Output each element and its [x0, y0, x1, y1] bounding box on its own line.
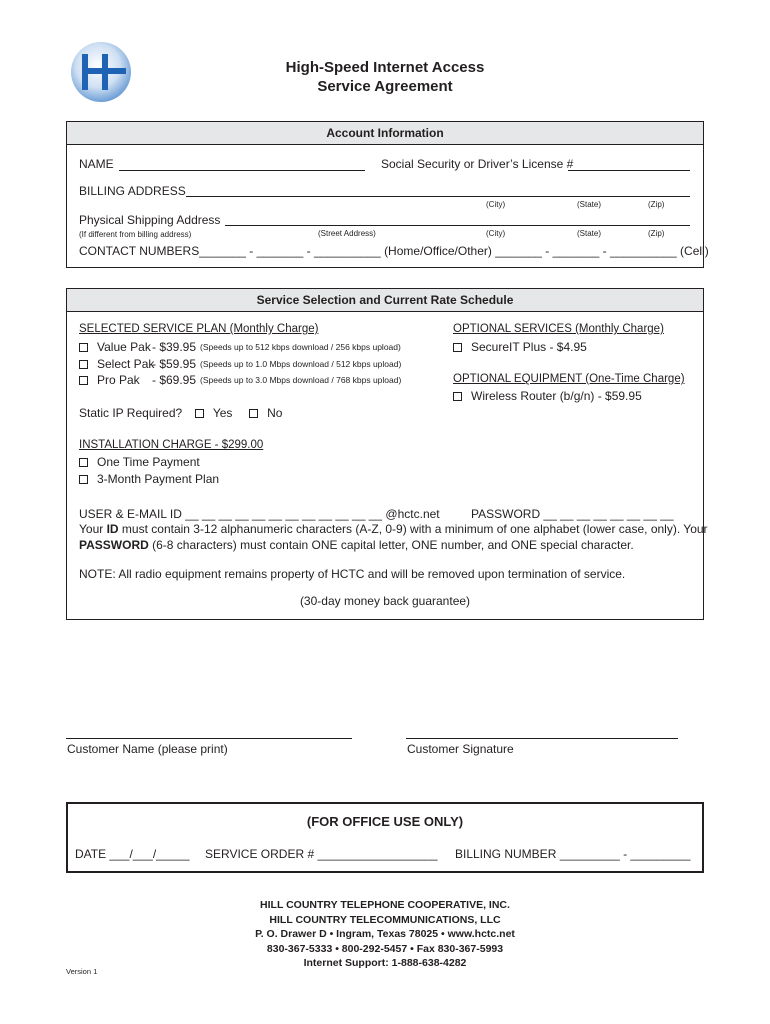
plan-name: Select Pak	[97, 357, 155, 371]
office-use-heading: (FOR OFFICE USE ONLY)	[306, 814, 464, 829]
checkbox-icon[interactable]	[79, 360, 88, 369]
plan-name: Pro Pak	[97, 373, 140, 387]
optional-equipment-heading: OPTIONAL EQUIPMENT (One-Time Charge)	[453, 373, 685, 385]
id-rule-id-word: ID	[106, 522, 119, 536]
billing-address-label: BILLING ADDRESS	[79, 184, 186, 198]
office-billing-number-field[interactable]: BILLING NUMBER _________ - _________	[455, 847, 691, 861]
customer-signature-line[interactable]	[406, 738, 678, 739]
plan-price: - $39.95	[152, 340, 197, 354]
company-footer	[0, 898, 770, 971]
id-rule-pre: Your	[79, 522, 107, 536]
office-use-section	[66, 802, 704, 873]
footer-line-5: Internet Support: 1-888-638-4282	[303, 957, 467, 969]
billing-city-hint: (City)	[486, 200, 506, 209]
shipping-address-label: Physical Shipping Address	[79, 213, 221, 227]
name-label: NAME	[79, 157, 114, 171]
plan-speed: (Speeds up to 512 kbps download / 256 kbps upload)	[200, 342, 401, 352]
checkbox-icon[interactable]	[79, 475, 88, 484]
customer-name-line[interactable]	[66, 738, 352, 739]
one-time-label: One Time Payment	[97, 455, 200, 469]
optional-services-heading: OPTIONAL SERVICES (Monthly Charge)	[453, 323, 664, 335]
shipping-address-field[interactable]	[225, 225, 690, 226]
static-ip-yes-checkbox[interactable]	[195, 409, 204, 418]
billing-address-field[interactable]	[186, 196, 690, 197]
footer-line-1: HILL COUNTRY TELEPHONE COOPERATIVE, INC.	[260, 899, 510, 911]
title-line-1: High-Speed Internet Access	[285, 59, 485, 76]
checkbox-icon[interactable]	[79, 458, 88, 467]
id-rule-password-word: PASSWORD	[79, 537, 149, 552]
equipment-note: NOTE: All radio equipment remains property of HCTC and will be removed upon termination of service.	[79, 567, 626, 581]
secureit-label: SecureIT Plus - $4.95	[471, 340, 587, 354]
plan-option-select-pak[interactable]	[79, 357, 154, 371]
shipping-city-hint: (City)	[486, 229, 506, 238]
router-option[interactable]	[453, 389, 642, 403]
ssn-field[interactable]	[568, 170, 690, 171]
selected-plan-heading: SELECTED SERVICE PLAN (Monthly Charge)	[79, 323, 319, 335]
shipping-note: (If different from billing address)	[79, 230, 192, 239]
router-label: Wireless Router (b/g/n) - $59.95	[471, 389, 642, 403]
static-ip-no-checkbox[interactable]	[249, 409, 258, 418]
static-ip-row	[79, 406, 282, 420]
footer-line-4: 830-367-5333 • 800-292-5457 • Fax 830-367-5993	[266, 942, 504, 955]
guarantee-text: (30-day money back guarantee)	[299, 594, 471, 608]
plan-speed: (Speeds up to 3.0 Mbps download / 768 kbps upload)	[200, 375, 402, 385]
static-ip-label: Static IP Required?	[79, 406, 183, 420]
secureit-option[interactable]	[453, 340, 587, 354]
three-month-label: 3-Month Payment Plan	[97, 472, 220, 486]
office-service-order-field[interactable]: SERVICE ORDER # __________________	[205, 847, 438, 861]
plan-name: Value Pak	[97, 340, 151, 354]
contact-numbers-field[interactable]: CONTACT NUMBERS_______ - _______ - __________ (Home/Office/Other) _______ - _______ - __________ (Cell)	[79, 244, 709, 258]
id-rule-post: (6-8 characters) must contain ONE capital letter, ONE number, and ONE special character.	[148, 537, 634, 552]
footer-line-3: P. O. Drawer D • Ingram, Texas 78025 • www.hctc.net	[255, 928, 515, 940]
shipping-zip-hint: (Zip)	[648, 229, 665, 238]
plan-option-pro-pak[interactable]	[79, 373, 140, 387]
shipping-state-hint: (State)	[577, 229, 602, 238]
checkbox-icon[interactable]	[453, 392, 462, 401]
service-selection-header: Service Selection and Current Rate Schedule	[67, 289, 703, 312]
password-field[interactable]: PASSWORD __ __ __ __ __ __ __ __	[471, 507, 674, 521]
checkbox-icon[interactable]	[453, 343, 462, 352]
customer-name-label: Customer Name (please print)	[67, 742, 228, 756]
static-ip-no-label: No	[267, 406, 283, 420]
id-rule-mid: must contain 3-12 alphanumeric characters (A-Z, 0-9) with a minimum of one alphabet (lower case, only). Your	[118, 522, 708, 536]
installation-one-time[interactable]	[79, 455, 200, 469]
shipping-street-hint: (Street Address)	[318, 229, 376, 238]
installation-three-month[interactable]	[79, 472, 219, 486]
customer-signature-label: Customer Signature	[407, 742, 514, 756]
footer-line-2: HILL COUNTRY TELECOMMUNICATIONS, LLC	[269, 913, 501, 926]
version-label: Version 1	[66, 967, 98, 976]
static-ip-yes-label: Yes	[212, 406, 233, 420]
checkbox-icon[interactable]	[79, 376, 88, 385]
billing-zip-hint: (Zip)	[648, 200, 665, 209]
plan-option-value-pak[interactable]	[79, 340, 151, 354]
billing-state-hint: (State)	[577, 200, 602, 209]
office-date-field[interactable]: DATE ___/___/_____	[75, 847, 190, 861]
user-email-field[interactable]: USER & E-MAIL ID __ __ __ __ __ __ __ __ __ __ __ __ @hctc.net	[79, 507, 440, 521]
account-information-header: Account Information	[67, 122, 703, 145]
installation-heading: INSTALLATION CHARGE - $299.00	[79, 439, 264, 451]
ssn-label: Social Security or Driver’s License #	[381, 157, 574, 171]
plan-price: - $69.95	[152, 373, 197, 387]
title-line-2: Service Agreement	[317, 78, 453, 95]
plan-speed: (Speeds up to 1.0 Mbps download / 512 kbps upload)	[200, 359, 402, 369]
checkbox-icon[interactable]	[79, 343, 88, 352]
id-rule-text	[79, 522, 708, 553]
plan-price: - $59.95	[152, 357, 197, 371]
page-title	[0, 58, 770, 96]
name-field[interactable]	[119, 170, 365, 171]
